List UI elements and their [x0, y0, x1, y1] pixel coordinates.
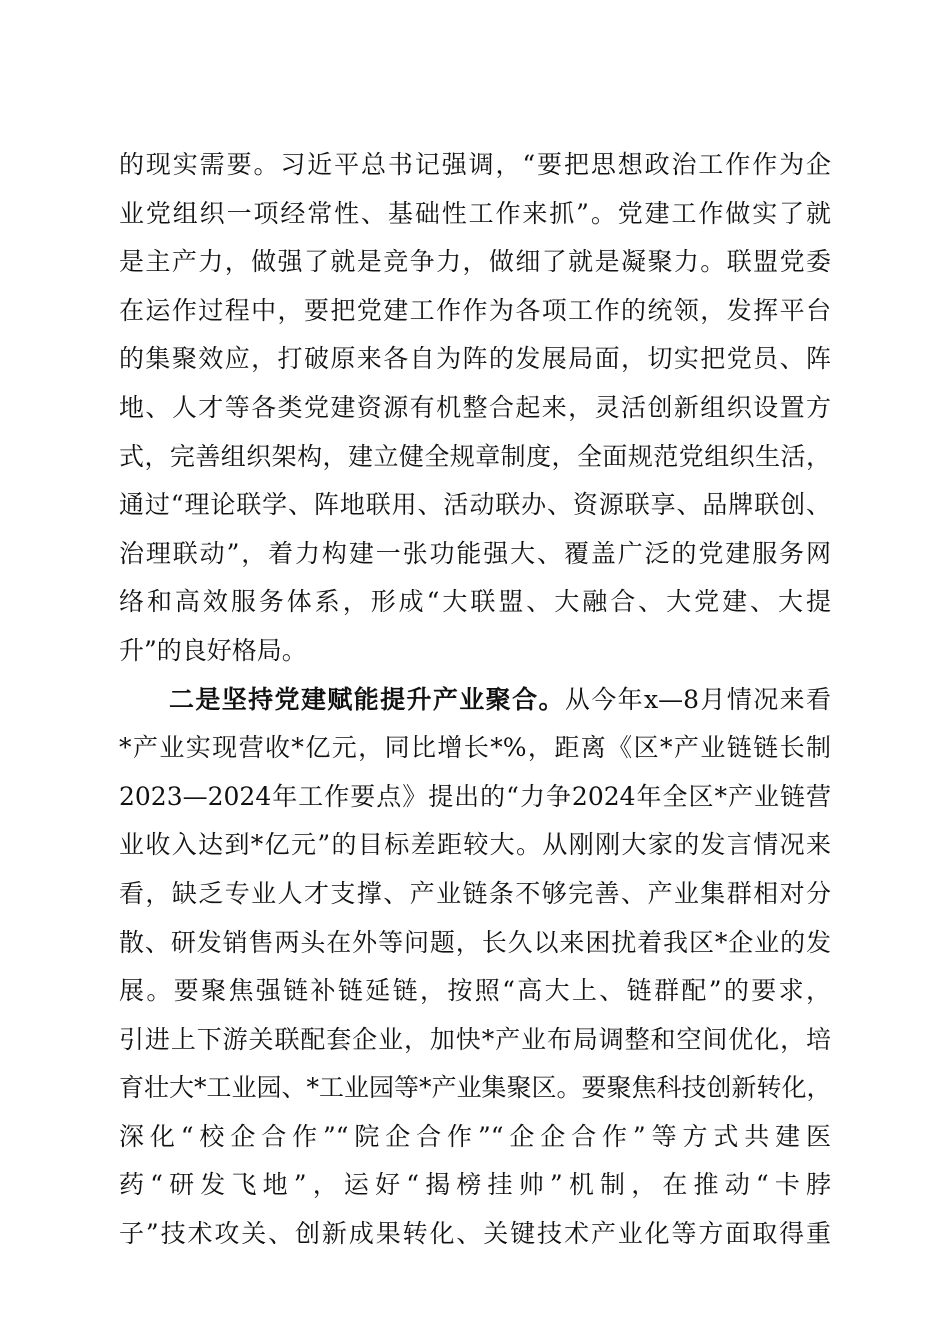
paragraph-2-line-10: 深化“校企合作”“院企合作”“企企合作”等方式共建医 — [119, 1121, 831, 1151]
paragraph-2-line-3: 2023—2024年工作要点》提出的“力争2024年全区*产业链营 — [119, 781, 831, 811]
paragraph-1-line-8: 通过“理论联学、阵地联用、活动联办、资源联享、品牌联创、 — [119, 490, 831, 520]
paragraph-2-line-5: 看，缺乏专业人才支撑、产业链条不够完善、产业集群相对分 — [119, 878, 831, 908]
paragraph-2-line-4: 业收入达到*亿元”的目标差距较大。从刚刚大家的发言情况来 — [119, 830, 831, 860]
paragraph-1-line-10: 络和高效服务体系，形成“大联盟、大融合、大党建、大提 — [119, 587, 831, 617]
paragraph-1 — [119, 141, 831, 676]
paragraph-2 — [119, 676, 831, 1259]
paragraph-2-line-12: 子”技术攻关、创新成果转化、关键技术产业化等方面取得重 — [119, 1219, 831, 1249]
paragraph-2-line-2: *产业实现营收*亿元，同比增长*%，距离《区*产业链链长制 — [119, 733, 831, 763]
paragraph-1-line-5: 的集聚效应，打破原来各自为阵的发展局面，切实把党员、阵 — [119, 344, 831, 374]
paragraph-1-line-1: 的现实需要。习近平总书记强调，“要把思想政治工作作为企 — [119, 150, 831, 179]
paragraph-1-line-11: 升”的良好格局。 — [119, 635, 307, 665]
paragraph-1-line-6: 地、人才等各类党建资源有机整合起来，灵活创新组织设置方 — [119, 392, 831, 422]
paragraph-1-line-2: 业党组织一项经常性、基础性工作来抓”。党建工作做实了就 — [119, 198, 831, 228]
document-body — [119, 141, 831, 1259]
paragraph-1-line-4: 在运作过程中，要把党建工作作为各项工作的统领，发挥平台 — [119, 295, 831, 325]
paragraph-2-heading: 二是坚持党建赋能提升产业聚合。 — [169, 684, 565, 714]
paragraph-1-line-7: 式，完善组织架构，建立健全规章制度，全面规范党组织生活， — [119, 441, 831, 471]
paragraph-1-line-3: 是主产力，做强了就是竞争力，做细了就是凝聚力。联盟党委 — [119, 247, 831, 277]
paragraph-2-line-1-rest: 从今年x—8月情况来看 — [564, 684, 831, 714]
paragraph-2-line-8: 引进上下游关联配套企业，加快*产业布局调整和空间优化，培 — [119, 1024, 831, 1054]
paragraph-2-line-6: 散、研发销售两头在外等问题，长久以来困扰着我区*企业的发 — [119, 927, 831, 957]
paragraph-2-line-9: 育壮大*工业园、*工业园等*产业集聚区。要聚焦科技创新转化， — [119, 1073, 832, 1103]
paragraph-2-line-1 — [119, 676, 831, 725]
paragraph-2-line-7: 展。要聚焦强链补链延链，按照“高大上、链群配”的要求， — [119, 976, 831, 1006]
paragraph-2-line-11: 药“研发飞地”，运好“揭榜挂帅”机制，在推动“卡脖 — [119, 1170, 831, 1200]
paragraph-1-line-9: 治理联动”，着力构建一张功能强大、覆盖广泛的党建服务网 — [119, 538, 831, 568]
